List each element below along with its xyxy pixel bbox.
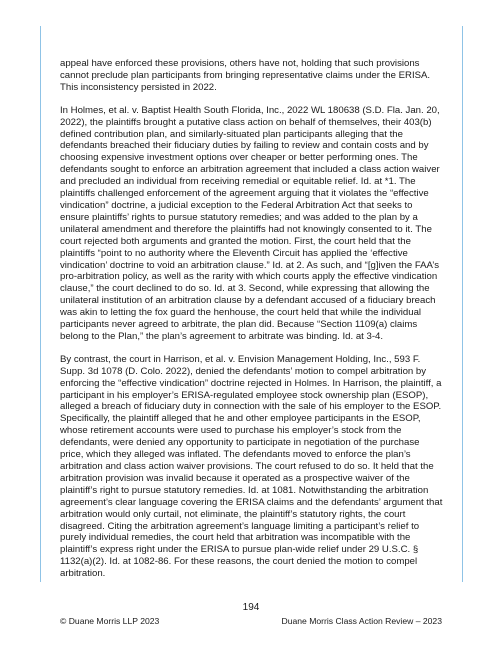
footer-publication-title: Duane Morris Class Action Review – 2023 — [281, 616, 442, 626]
document-body — [60, 58, 444, 591]
paragraph-3: By contrast, the court in Harrison, et al. v. Envision Management Holding, Inc., 593 F. Supp. 3d 1078 (D. Colo. 2022), denied the defendants’ motion to compel arbitration by enforcing the “effective vindication” doctrine rejected in Holmes. In Harrison, the plaintiff, a participant in his employer’s ERISA-regulated employee stock ownership plan (ESOP), alleged a breach of fiduciary duty in connection with the sale of his employer to the ESOP. Specifically, the plaintiff alleged that he and other employee participants in the ESOP, whose retirement accounts were used to purchase his employer’s stock from the defendants, were denied any opportunity to participate in negotiation of the purchase price, which they alleged was inflated. The defendants moved to enforce the plan’s arbitration and class action waiver provisions. The court refused to do so. It held that the arbitration provision was invalid because it operated as a prospective waiver of the plaintiff’s right to pursue statutory remedies. Id. at 1081. Notwithstanding the arbitration agreement’s clear language covering the ERISA claims and the defendants’ argument that arbitration would only curtail, not eliminate, the plaintiff’s statutory rights, the court disagreed. Citing the arbitration agreement’s language limiting a participant’s relief to purely individual remedies, the court held that arbitration was incompatible with the plaintiff’s express right under the ERISA to pursue plan-wide relief under 29 U.S.C. § 1132(a)(2). Id. at 1082-86. For these reasons, the court denied the motion to compel arbitration. — [60, 353, 443, 580]
right-margin-rule — [462, 26, 463, 582]
paragraph-1: appeal have enforced these provisions, others have not, holding that such provisions cannot preclude plan participants from bringing representative claims under the ERISA. This inconsistency persisted in 2022. — [60, 58, 431, 93]
left-margin-rule — [40, 26, 41, 582]
page-number: 194 — [242, 602, 260, 613]
footer-copyright: © Duane Morris LLP 2023 — [60, 616, 160, 626]
paragraph-2: In Holmes, et al. v. Baptist Health South Florida, Inc., 2022 WL 180638 (S.D. Fla. Jan. 20, 2022), the plaintiffs brought a putative class action on behalf of themselves, their 403(b) defined contribution plan, and similarly-situated plan participants alleging that the defendants breached their fiduciary duties by failing to review and contain costs and by choosing expensive investment options over cheaper or better performing ones. The defendants sought to enforce an arbitration agreement that included a class action waiver and precluded an individual from receiving remedial or equitable relief. Id. at *1. The plaintiffs challenged enforcement of the agreement arguing that it violates the “effective vindication” doctrine, a judicial exception to the Federal Arbitration Act that seeks to ensure plaintiffs’ rights to pursue statutory remedies; and was added to the plan by a unilateral amendment and therefore the plaintiffs had not knowingly consented to it. The court rejected both arguments and granted the motion. First, the court held that the plaintiffs “point to no authority where the Eleventh Circuit has applied the ‘effective vindication’ doctrine to void an arbitration clause.” Id. at 2. As such, and “[g]iven the FAA’s pro-arbitration policy, as well as the rarity with which courts apply the effective vindication clause,” the court declined to do so. Id. at 3. Second, while expressing that allowing the unilateral institution of an arbitration clause by a defendant accused of a fiduciary breach was akin to letting the fox guard the henhouse, the court held that while the individual participants never agreed to arbitrate, the plan did. Because “Section 1109(a) claims belong to the Plan,” the plan’s agreement to arbitrate was binding. Id. at 3-4. — [60, 104, 440, 342]
